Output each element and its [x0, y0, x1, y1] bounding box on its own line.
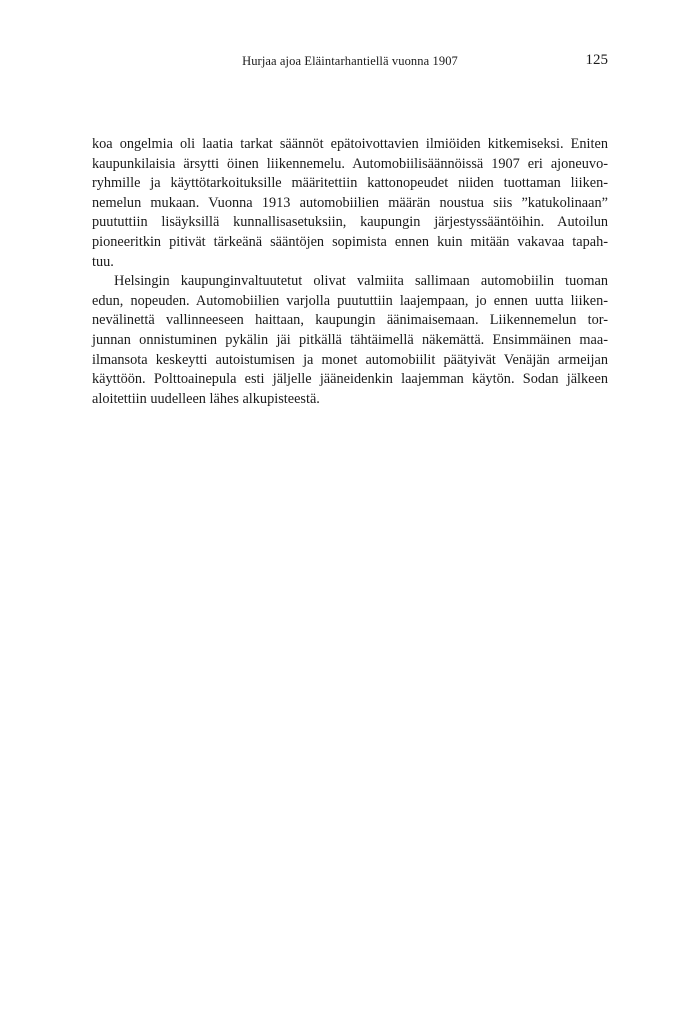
text-line: käyttöön. Polttoainepula esti jäljelle jääneidenkin laajemman käytön. Sodan jälkeen: [92, 371, 608, 388]
paragraph-1: [92, 135, 608, 272]
text-line: junnan onnistuminen pykälin jäi pitkällä tähtäimellä näkemättä. Ensimmäinen maa-: [92, 331, 608, 348]
text-line: ryhmille ja käyttötarkoituksille määritettiin kattonopeudet niiden tuottaman liiken-: [92, 175, 608, 192]
text-line: aloitettiin uudelleen lähes alkupisteestä.: [92, 390, 320, 407]
running-header: [92, 52, 608, 72]
paragraph-2: [92, 272, 608, 409]
running-title: Hurjaa ajoa Eläintarhantiellä vuonna 1907: [242, 54, 458, 68]
text-line: edun, nopeuden. Automobiilien varjolla puututtiin laajempaan, jo ennen uutta liiken-: [92, 292, 608, 309]
text-line: kaupunkilaisia ärsytti öinen liikennemelu. Automobiilisäännöissä 1907 eri ajoneuvo-: [92, 155, 608, 172]
text-line: puututtiin lisäyksillä kunnallisasetuksiin, kaupungin järjestyssääntöihin. Autoilun: [92, 214, 608, 231]
body-text: [92, 135, 608, 409]
text-line: tuu.: [92, 253, 114, 270]
text-line: nevälinettä vallinneeseen haittaan, kaupungin äänimaisemaan. Liikennemelun tor-: [92, 312, 608, 329]
text-line: nemelun mukaan. Vuonna 1913 automobiilien määrän noustua siis ”katukolinaan”: [92, 194, 608, 211]
text-line: Helsingin kaupunginvaltuutetut olivat valmiita sallimaan automobiilin tuoman: [114, 273, 608, 290]
page-number: 125: [585, 52, 608, 68]
text-line: pioneeritkin pitivät tärkeänä sääntöjen sopimista ennen kuin mitään vakavaa tapah-: [92, 233, 608, 250]
text-line: koa ongelmia oli laatia tarkat säännöt epätoivottavien ilmiöiden kitkemiseksi. Eniten: [92, 136, 608, 152]
text-line: ilmansota keskeytti autoistumisen ja monet automobiilit päätyivät Venäjän armeijan: [92, 351, 608, 368]
